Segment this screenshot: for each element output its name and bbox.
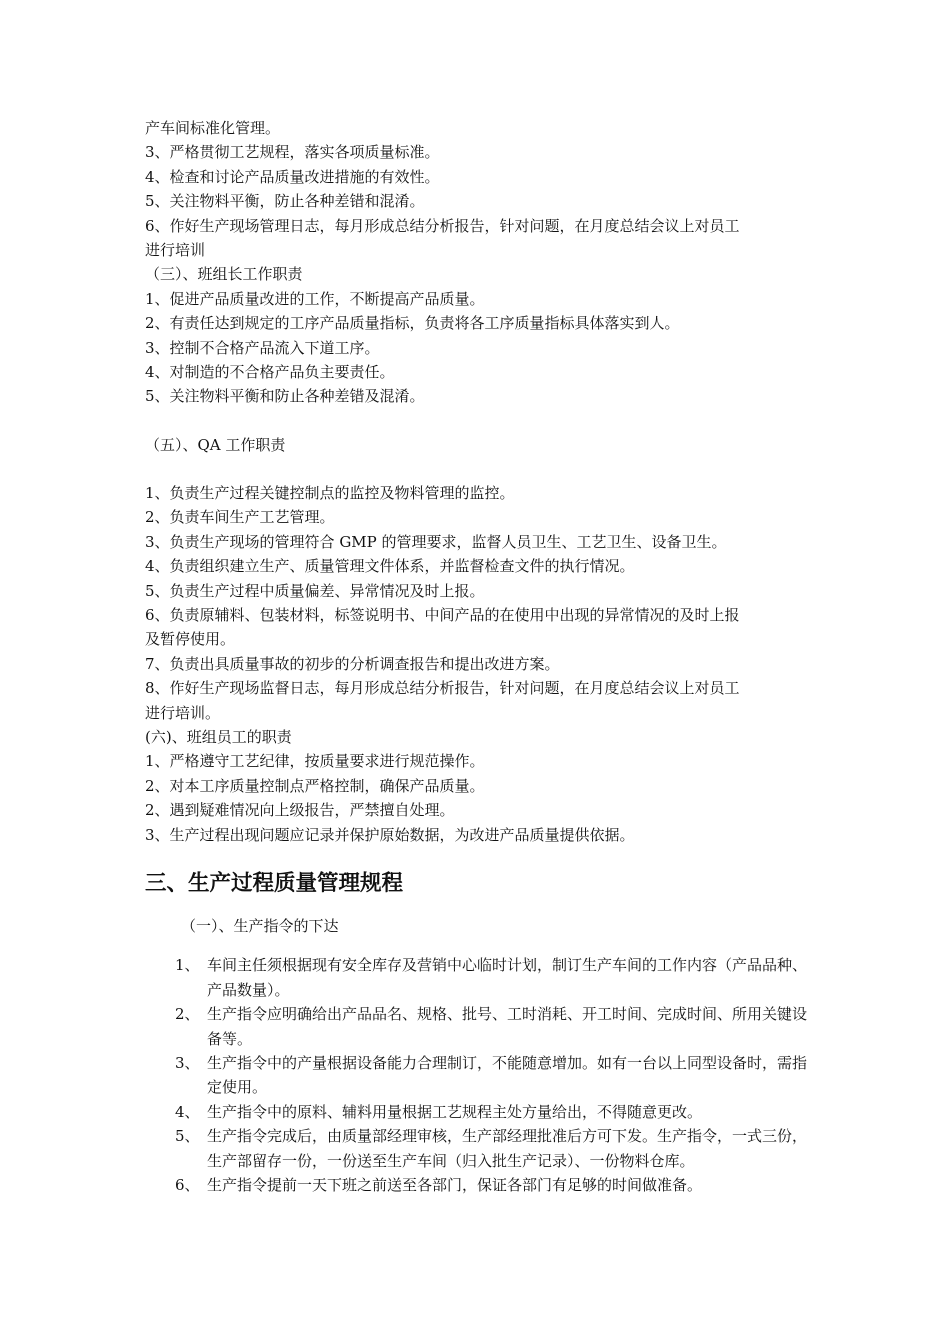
text-line: 4、检查和讨论产品质量改进措施的有效性。	[145, 167, 440, 186]
text-line: 7、负责出具质量事故的初步的分析调查报告和提出改进方案。	[145, 654, 560, 673]
section-title-team-staff: (六)、班组员工的职责	[145, 727, 292, 746]
text-line: 进行培训。	[145, 703, 221, 722]
list-text: 生产指令中的原料、辅料用量根据工艺规程主处方量给出，不得随意更改。	[207, 1102, 703, 1121]
blank-line	[145, 457, 815, 481]
text-line: 3、负责生产现场的管理符合 GMP 的管理要求，监督人员卫生、工艺卫生、设备卫生。	[145, 532, 727, 551]
text-line: 2、有责任达到规定的工序产品质量指标，负责将各工序质量指标具体落实到人。	[145, 314, 680, 333]
list-number: 4、	[175, 1102, 200, 1121]
list-number: 3、	[175, 1053, 200, 1072]
text-line: 3、严格贯彻工艺规程，落实各项质量标准。	[145, 143, 440, 162]
list-text: 生产指令应明确给出产品品名、规格、批号、工时消耗、开工时间、完成时间、所用关键设备等。	[207, 1005, 808, 1048]
section-title-qa: （五）、QA 工作职责	[145, 435, 286, 454]
list-number: 6、	[175, 1176, 200, 1194]
text-line: 3、生产过程出现问题应记录并保护原始数据，为改进产品质量提供依据。	[145, 825, 635, 844]
text-line: 4、对制造的不合格产品负主要责任。	[145, 362, 395, 381]
list-number: 2、	[175, 1005, 200, 1024]
list-item	[175, 1051, 815, 1100]
text-line: 5、关注物料平衡，防止各种差错和混淆。	[145, 192, 425, 211]
text-line: 5、负责生产过程中质量偏差、异常情况及时上报。	[145, 581, 485, 600]
list-number: 1、	[175, 956, 200, 975]
numbered-list	[175, 953, 815, 1197]
text-line: 2、负责车间生产工艺管理。	[145, 508, 335, 527]
text-line: 1、促进产品质量改进的工作，不断提高产品质量。	[145, 289, 485, 308]
text-line: 及暂停使用。	[145, 630, 236, 649]
text-line: 2、遇到疑难情况向上级报告，严禁擅自处理。	[145, 801, 455, 820]
list-item	[175, 1173, 815, 1197]
text-line: 4、负责组织建立生产、质量管理文件体系，并监督检查文件的执行情况。	[145, 557, 635, 576]
list-text: 车间主任须根据现有安全库存及营销中心临时计划，制订生产车间的工作内容（产品品种、产品数量）。	[207, 956, 808, 999]
chapter-heading: 三、生产过程质量管理规程	[145, 870, 404, 896]
section-title-team-leader: （三）、班组长工作职责	[145, 265, 303, 284]
list-text: 生产指令提前一天下班之前送至各部门，保证各部门有足够的时间做准备。	[207, 1176, 703, 1194]
list-item	[175, 953, 815, 1002]
text-line: 1、负责生产过程关键控制点的监控及物料管理的监控。	[145, 484, 515, 503]
document-body	[145, 116, 815, 1197]
subsection-title: （一）、生产指令的下达	[181, 916, 339, 935]
list-item	[175, 1100, 815, 1124]
text-line: 2、对本工序质量控制点严格控制，确保产品质量。	[145, 776, 485, 795]
text-line: 进行培训	[145, 240, 206, 259]
list-item	[175, 1002, 815, 1051]
list-text: 生产指令中的产量根据设备能力合理制订，不能随意增加。如有一台以上同型设备时，需指定使用。	[207, 1053, 808, 1097]
text-line: 6、负责原辅料、包装材料，标签说明书、中间产品的在使用中出现的异常情况的及时上报	[145, 606, 740, 625]
list-text: 生产指令完成后，由质量部经理审核，生产部经理批准后方可下发。生产指令，一式三份，生产部留存一份，一份送至生产车间（归入批生产记录）、一份物料仓库。	[207, 1127, 808, 1170]
text-line: 产车间标准化管理。	[145, 119, 281, 137]
list-number: 5、	[175, 1127, 200, 1146]
text-line: 8、作好生产现场监督日志，每月形成总结分析报告，针对问题，在月度总结会议上对员工	[145, 679, 740, 698]
text-line: 6、作好生产现场管理日志，每月形成总结分析报告，针对问题，在月度总结会议上对员工	[145, 216, 740, 235]
list-item	[175, 1124, 815, 1173]
text-line: 5、关注物料平衡和防止各种差错及混淆。	[145, 387, 425, 406]
text-line: 1、严格遵守工艺纪律，按质量要求进行规范操作。	[145, 752, 485, 771]
blank-line	[145, 409, 815, 433]
text-line: 3、控制不合格产品流入下道工序。	[145, 338, 380, 357]
